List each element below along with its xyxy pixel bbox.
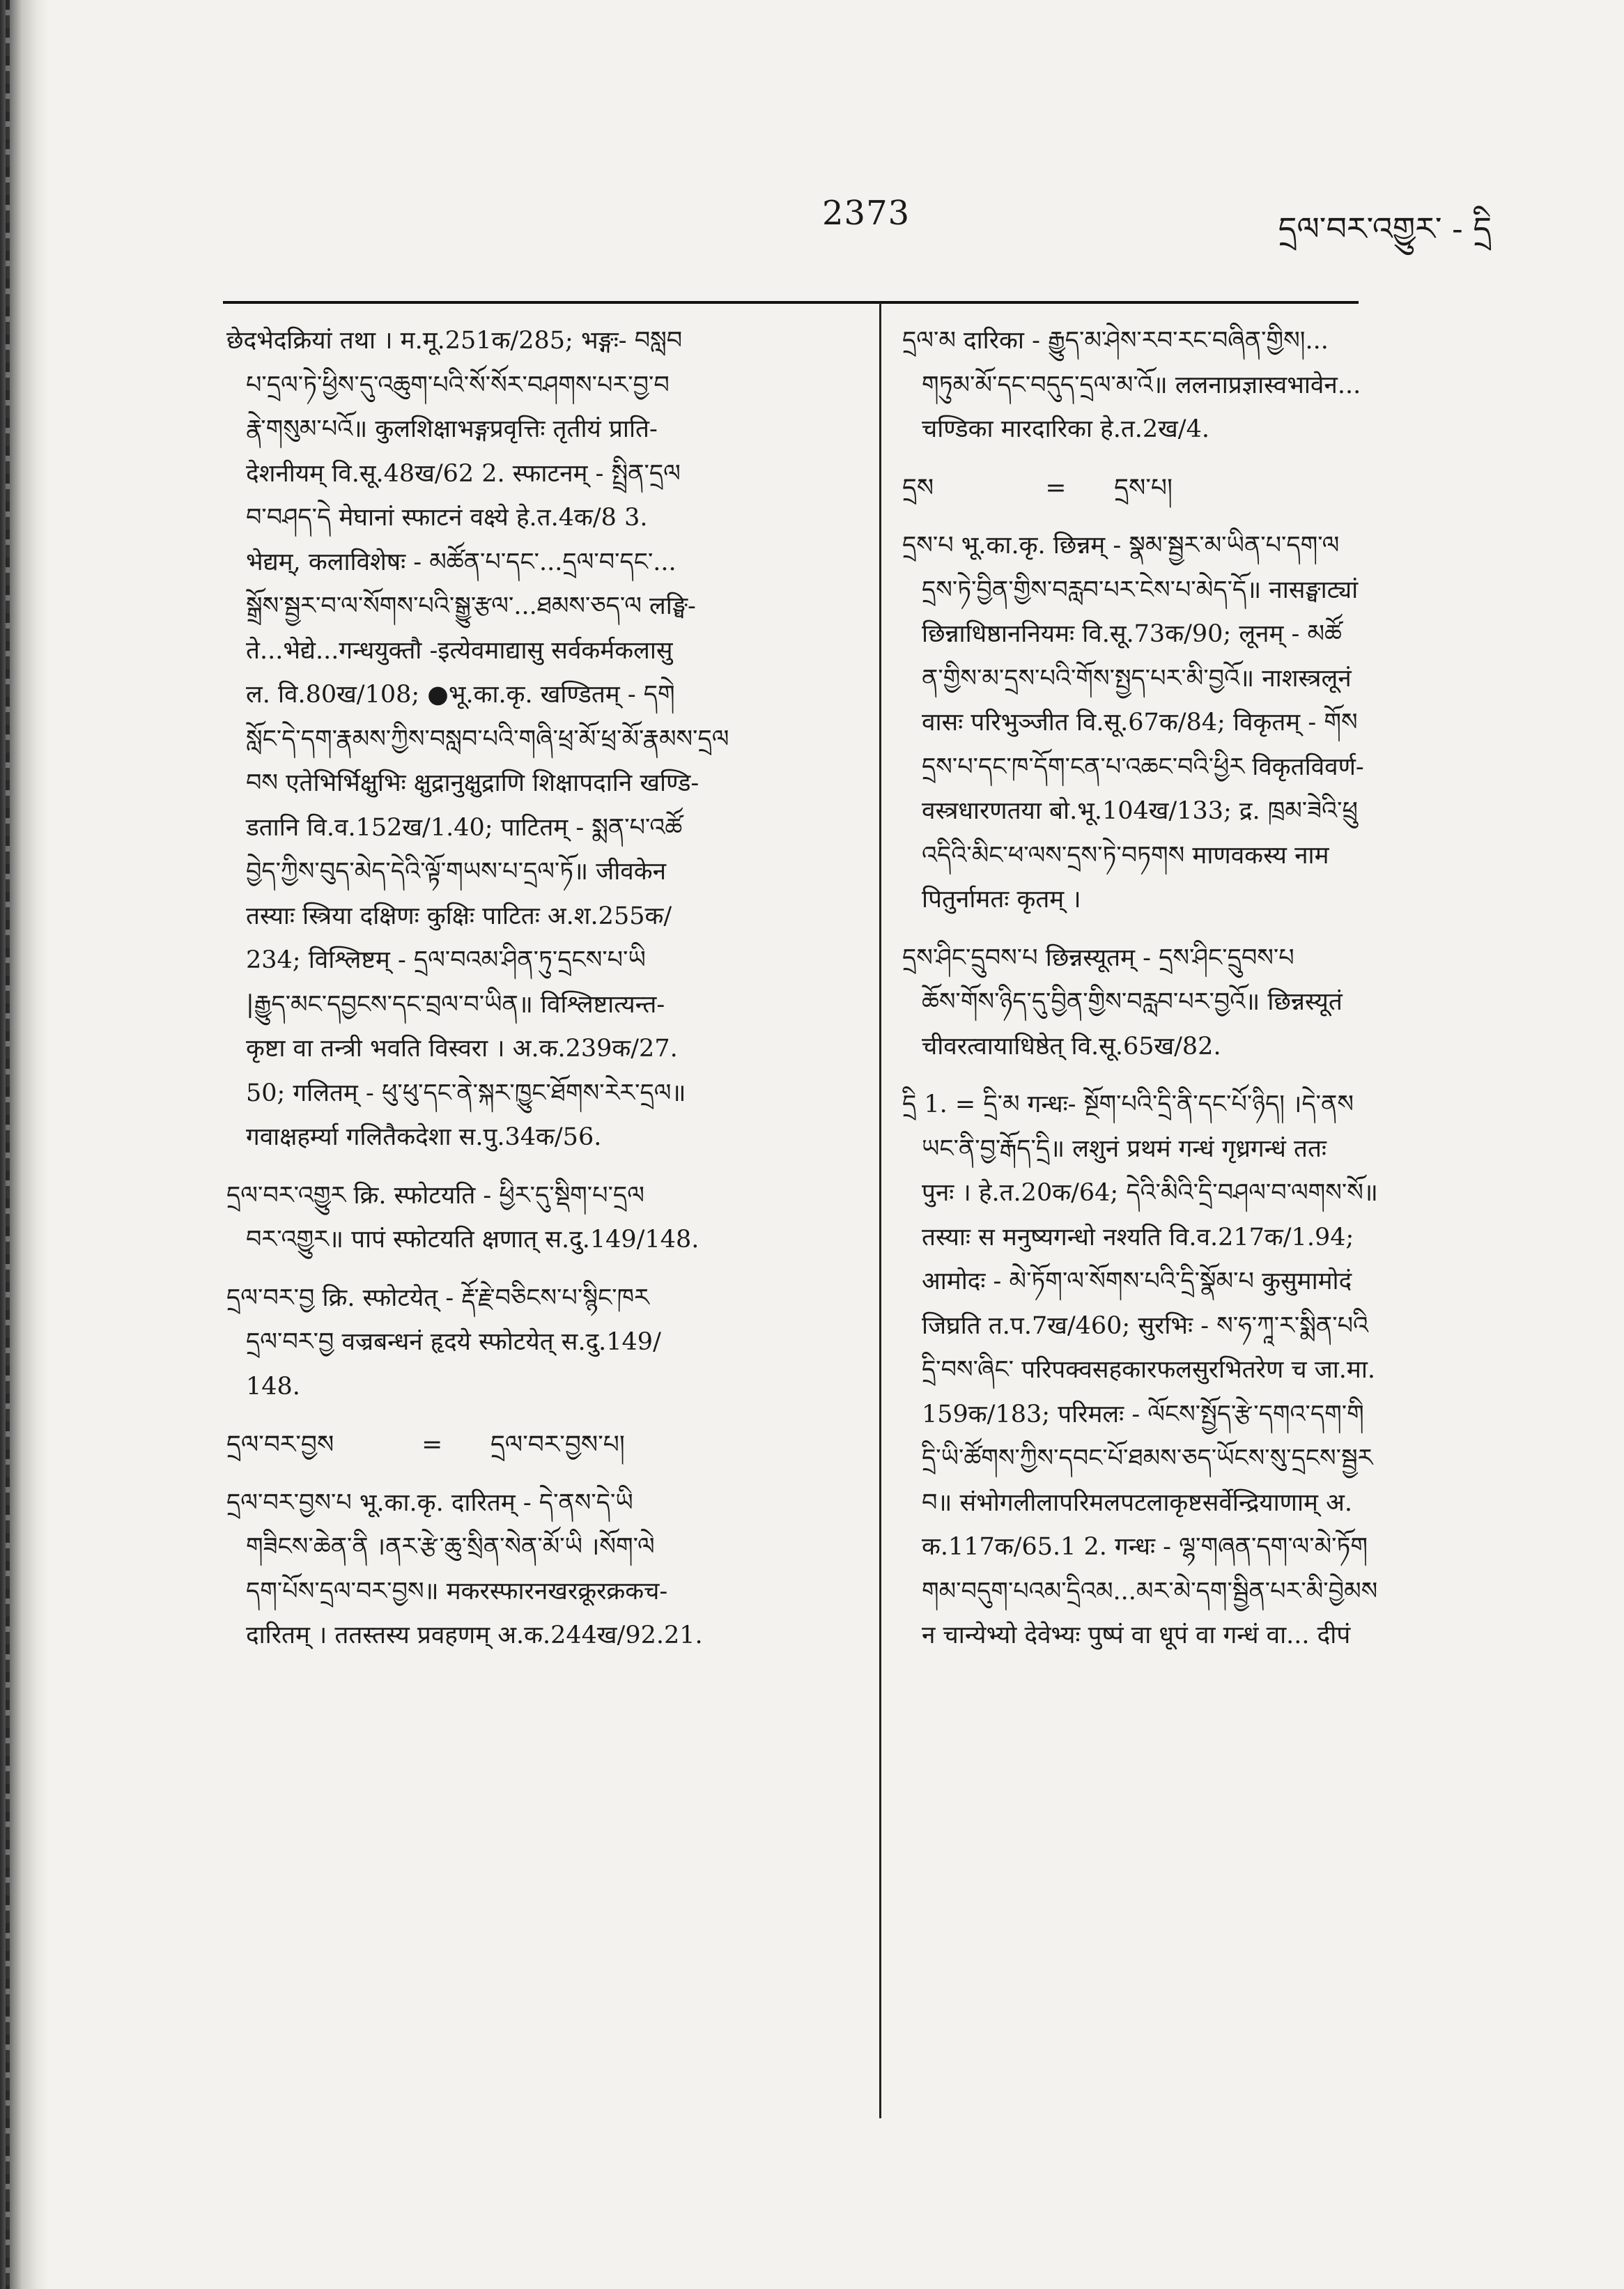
entry-line: छिन्नाधिष्ठाननियमः वि.सू.73क/90; लूनम् - མཚོ xyxy=(922,620,1342,648)
entry-line: गवाक्षहर्म्या गलितैकदेशा स.पु.34क/56. xyxy=(246,1123,602,1151)
cross-reference: དྲལ་བར་བྱས = དྲལ་བར་བྱས་པ། xyxy=(226,1431,625,1459)
entry-line: ཡང་ནི་བྱ་རྒོད་དྲི॥ लशुनं प्रथमं गन्धं गृध्रगन्धं ततः xyxy=(922,1134,1327,1163)
dictionary-entry xyxy=(226,1481,857,1658)
entry-line: आमोदः - མེ་ཏོག་ལ་སོགས་པའི་དྲི་སྣོམ་པ कुसुमामोदं xyxy=(922,1267,1352,1295)
left-column xyxy=(226,319,857,1672)
entry-line: བ་བཤད་དེ मेघानां स्फाटनं वक्ष्ये हे.त.4क/8 3. xyxy=(246,504,648,532)
entry-line: བར་འགྱུར॥ पापं स्फोटयति क्षणात् स.दु.149/148. xyxy=(246,1226,699,1254)
entry-headline: དྲི 1. = དྲི་མ गन्धः- སྔོག་པའི་དྲི་ནི་དང་པོ་ཉིད། ।དེ་ནས xyxy=(902,1090,1354,1118)
page-header xyxy=(0,188,1624,251)
entry-line: དག་པོས་དྲལ་བར་བྱས॥ मकरस्फारनखरक्रूरक्रकच- xyxy=(246,1577,668,1605)
entry-line: སློང་དེ་དག་རྣམས་ཀྱིས་བསླབ་པའི་གཞི་ཕྲ་མོ་ཕྲ་མོ་རྣམས་དྲལ xyxy=(246,725,729,753)
entry-line: वस्त्रधारणतया बो.भू.104ख/133; द्र. ཁྲམ་ཟེའི་ཕྲུ xyxy=(922,797,1358,825)
entry-headline: དྲལ་བར་འགྱུར क्रि. स्फोटयति - ཕྱིར་དུ་སྡིག་པ་དྲལ xyxy=(226,1181,644,1210)
entry-line: གཏུམ་མོ་དང་བདུད་དྲལ་མ་འོ॥ ललनाप्रज्ञास्वभावेन... xyxy=(922,371,1361,399)
entry-line: ཆོས་གོས་ཉིད་དུ་བྱིན་གྱིས་བརླབ་པར་བྱའོ॥ छिन्नस्यूतं xyxy=(922,988,1343,1016)
entry-line: གམ་བདུག་པའམ་དྲིའམ...མར་མེ་དག་སྦྱིན་པར་མི་བྱེམས xyxy=(922,1577,1378,1605)
entry-line: གཟིངས་ཆེན་ནི ।ནར་རྩེ་ཆུ་སྲིན་སེན་མོ་ཡི ।སོག་ལེ xyxy=(246,1533,655,1561)
entry-line: |རྒྱུད་མང་དབྱངས་དང་བྲལ་བ་ཡིན॥ विश्लिष्टात्यन्त- xyxy=(246,990,665,1019)
entry-line: डतानि वि.व.152ख/1.40; पाटितम् - སྨན་པ་འཚོ xyxy=(246,813,683,842)
right-column xyxy=(902,319,1533,1672)
header-rule xyxy=(223,301,1359,304)
entry-line: कृष्टा वा तन्त्री भवति विस्वरा । अ.क.239क/27. xyxy=(246,1035,678,1063)
entry-line: पुनः । हे.त.20क/64; དེའི་མིའི་དྲི་བཤལ་བ་ལགས་སོ॥ xyxy=(922,1179,1378,1207)
entry-line: པ་དྲལ་ཏེ་ཕྱིས་དུ་འཆུག་པའི་སོ་སོར་བཤགས་པར་བྱ་བ xyxy=(246,371,670,399)
dictionary-entry xyxy=(902,524,1533,923)
entry-line: བྱེད་ཀྱིས་བུད་མེད་དེའི་ལྟོ་གཡས་པ་དྲལ་ཏོ॥ जीवकेन xyxy=(246,858,667,886)
dictionary-entry xyxy=(226,1423,857,1467)
column-divider xyxy=(879,302,881,2118)
entry-line: 234; विश्लिष्टम् - དྲལ་བའམ་ཤིན་ཏུ་དྲངས་པ་ཡི xyxy=(246,946,646,974)
entry-line: 50; गलितम् - ཕུ་ཕུ་དང་ནེ་སྐར་ཁྱུང་ཐོགས་རེར་དྲལ॥ xyxy=(246,1079,686,1107)
entry-headline: དྲལ་བར་བྱས་པ भू.का.कृ. दारितम् - དེ་ནས་དེ་ཡི xyxy=(226,1488,633,1517)
entry-line: ते...भेद्ये...गन्धयुक्तौ -इत्येवमाद्यासु सर्वकर्मकलासु xyxy=(246,636,673,665)
entry-line: देशनीयम् वि.सू.48ख/62 2. स्फाटनम् - སྤྲིན་དྲལ xyxy=(246,459,681,488)
book-binding-edge xyxy=(0,0,49,2289)
entry-line: 148. xyxy=(246,1372,300,1401)
cross-reference: དྲས = དྲས་པ། xyxy=(902,473,1173,502)
entry-line: དྲི་བས་ཞིང་ परिपक्वसहकारफलसुरभितरेण च जा.मा. xyxy=(922,1356,1376,1384)
entry-line: དྲས་ཏེ་བྱིན་གྱིས་བརླབ་པར་ངེས་པ་མེད་དོ॥ नासङ्घाट्यां xyxy=(922,576,1359,604)
entry-line: चण्डिका मारदारिका हे.त.2ख/4. xyxy=(922,415,1209,443)
entry-line: ན་གྱིས་མ་དྲས་པའི་གོས་སྤྱད་པར་མི་བྱའོ॥ नाशस्त्रलूनं xyxy=(922,664,1352,693)
entry-line: ल. वि.80ख/108; ●भू.का.कृ. खण्डितम् - དགེ xyxy=(246,681,675,709)
entry-line: जिघ्रति त.प.7ख/460; सुरभिः - ས་ཧ་ཀཱ་ར་སྨིན་པའི xyxy=(922,1311,1369,1340)
entry-line: རྣེ་གསུམ་པའོ॥ कुलशिक्षाभङ्गप्रवृत्तिः तृतीयं प्राति- xyxy=(246,415,658,443)
entry-line: तस्याः स मनुष्यगन्धो नश्यति वि.व.217क/1.94; xyxy=(922,1223,1354,1251)
entry-headline: དྲས་ཤིང་དྲུབས་པ छिन्नस्यूतम् - དྲས་ཤིང་དྲུབས་པ xyxy=(902,943,1294,972)
entry-line: वासः परिभुञ्जीत वि.सू.67क/84; विकृतम् - གོས xyxy=(922,709,1358,737)
dictionary-entry xyxy=(902,319,1533,452)
entry-headline: དྲལ་མ दारिका - རྒྱུད་མ་ཤེས་རབ་རང་བཞིན་གྱིས།... xyxy=(902,327,1329,355)
entry-line: དྲས་པ་དང་ཁ་དོག་ངན་པ་འཆང་བའི་ཕྱིར विकृतविवर्ण- xyxy=(922,753,1364,781)
entry-line: तस्याः स्त्रिया दक्षिणः कुक्षिः पाटितः अ.श.255क/ xyxy=(246,902,672,930)
dictionary-entry xyxy=(902,466,1533,511)
entry-headline: དྲལ་བར་བྱ क्रि. स्फोटयेत् - རྡོ་རྗེ་བཅིངས་པ་སྙིང་ཁར xyxy=(226,1284,649,1312)
dictionary-entry xyxy=(226,1277,857,1410)
dictionary-entry xyxy=(902,1083,1533,1658)
entry-line: दारितम् । ततस्तस्य प्रवहणम् अ.क.244ख/92.21. xyxy=(246,1621,703,1649)
entry-line: སྒྲོས་སྦྱར་བ་ལ་སོགས་པའི་སྒྱུ་རྩལ་...ཐམས་ཅད་ལ लङ्घि- xyxy=(246,592,696,620)
dictionary-entry xyxy=(226,1174,857,1263)
entry-line: क.117क/65.1 2. गन्धः - ལྷ་གཞན་དག་ལ་མེ་ཏོག xyxy=(922,1533,1368,1561)
dictionary-entry xyxy=(902,937,1533,1070)
running-head: དྲལ་བར་འགྱུར་ - དྲི xyxy=(1278,210,1492,247)
entry-line: བ॥ संभोगलीलापरिमलपटलाकृष्टसर्वेन्द्रियाणाम् अ. xyxy=(922,1488,1352,1517)
entry-headline: छेदभेदक्रियां तथा । म.मू.251क/285; भङ्गः- བསླབ xyxy=(226,327,683,355)
entry-line: བས एतेभिर्भिक्षुभिः क्षुद्रानुक्षुद्राणि शिक्षापदानि खण्डि- xyxy=(246,769,699,797)
dictionary-entry xyxy=(226,319,857,1160)
entry-line: पितुर्नामतः कृतम् । xyxy=(922,886,1081,914)
entry-line: न चान्येभ्यो देवेभ्यः पुष्पं वा धूपं वा गन्धं वा... दीपं xyxy=(922,1621,1351,1649)
entry-line: चीवरत्वायाधिष्ठेत् वि.सू.65ख/82. xyxy=(922,1032,1221,1061)
entry-line: དྲལ་བར་བྱ वज्रबन्धनं हृदये स्फोटयेत् स.दु.149/ xyxy=(246,1328,661,1356)
entry-line: འདིའི་མིང་ཕ་ལས་དྲས་ཏེ་བཏགས माणवकस्य नाम xyxy=(922,841,1329,870)
entry-line: 159क/183; परिमलः - ལོངས་སྤྱོད་རྩེ་དགའ་དག་གི xyxy=(922,1400,1364,1428)
entry-headline: དྲས་པ भू.का.कृ. छिन्नम् - སྣམ་སྦྱར་མ་ཡིན་པ་དག་ལ xyxy=(902,532,1340,560)
page-number: 2373 xyxy=(822,194,911,233)
entry-line: དྲི་ཡི་ཚོགས་ཀྱིས་དབང་པོ་ཐམས་ཅད་ཡོངས་སུ་དྲངས་སྦྱར xyxy=(922,1444,1373,1472)
entry-line: भेद्यम्, कलाविशेषः - མཚོན་པ་དང་...དྲལ་བ་དང་... xyxy=(246,548,676,576)
